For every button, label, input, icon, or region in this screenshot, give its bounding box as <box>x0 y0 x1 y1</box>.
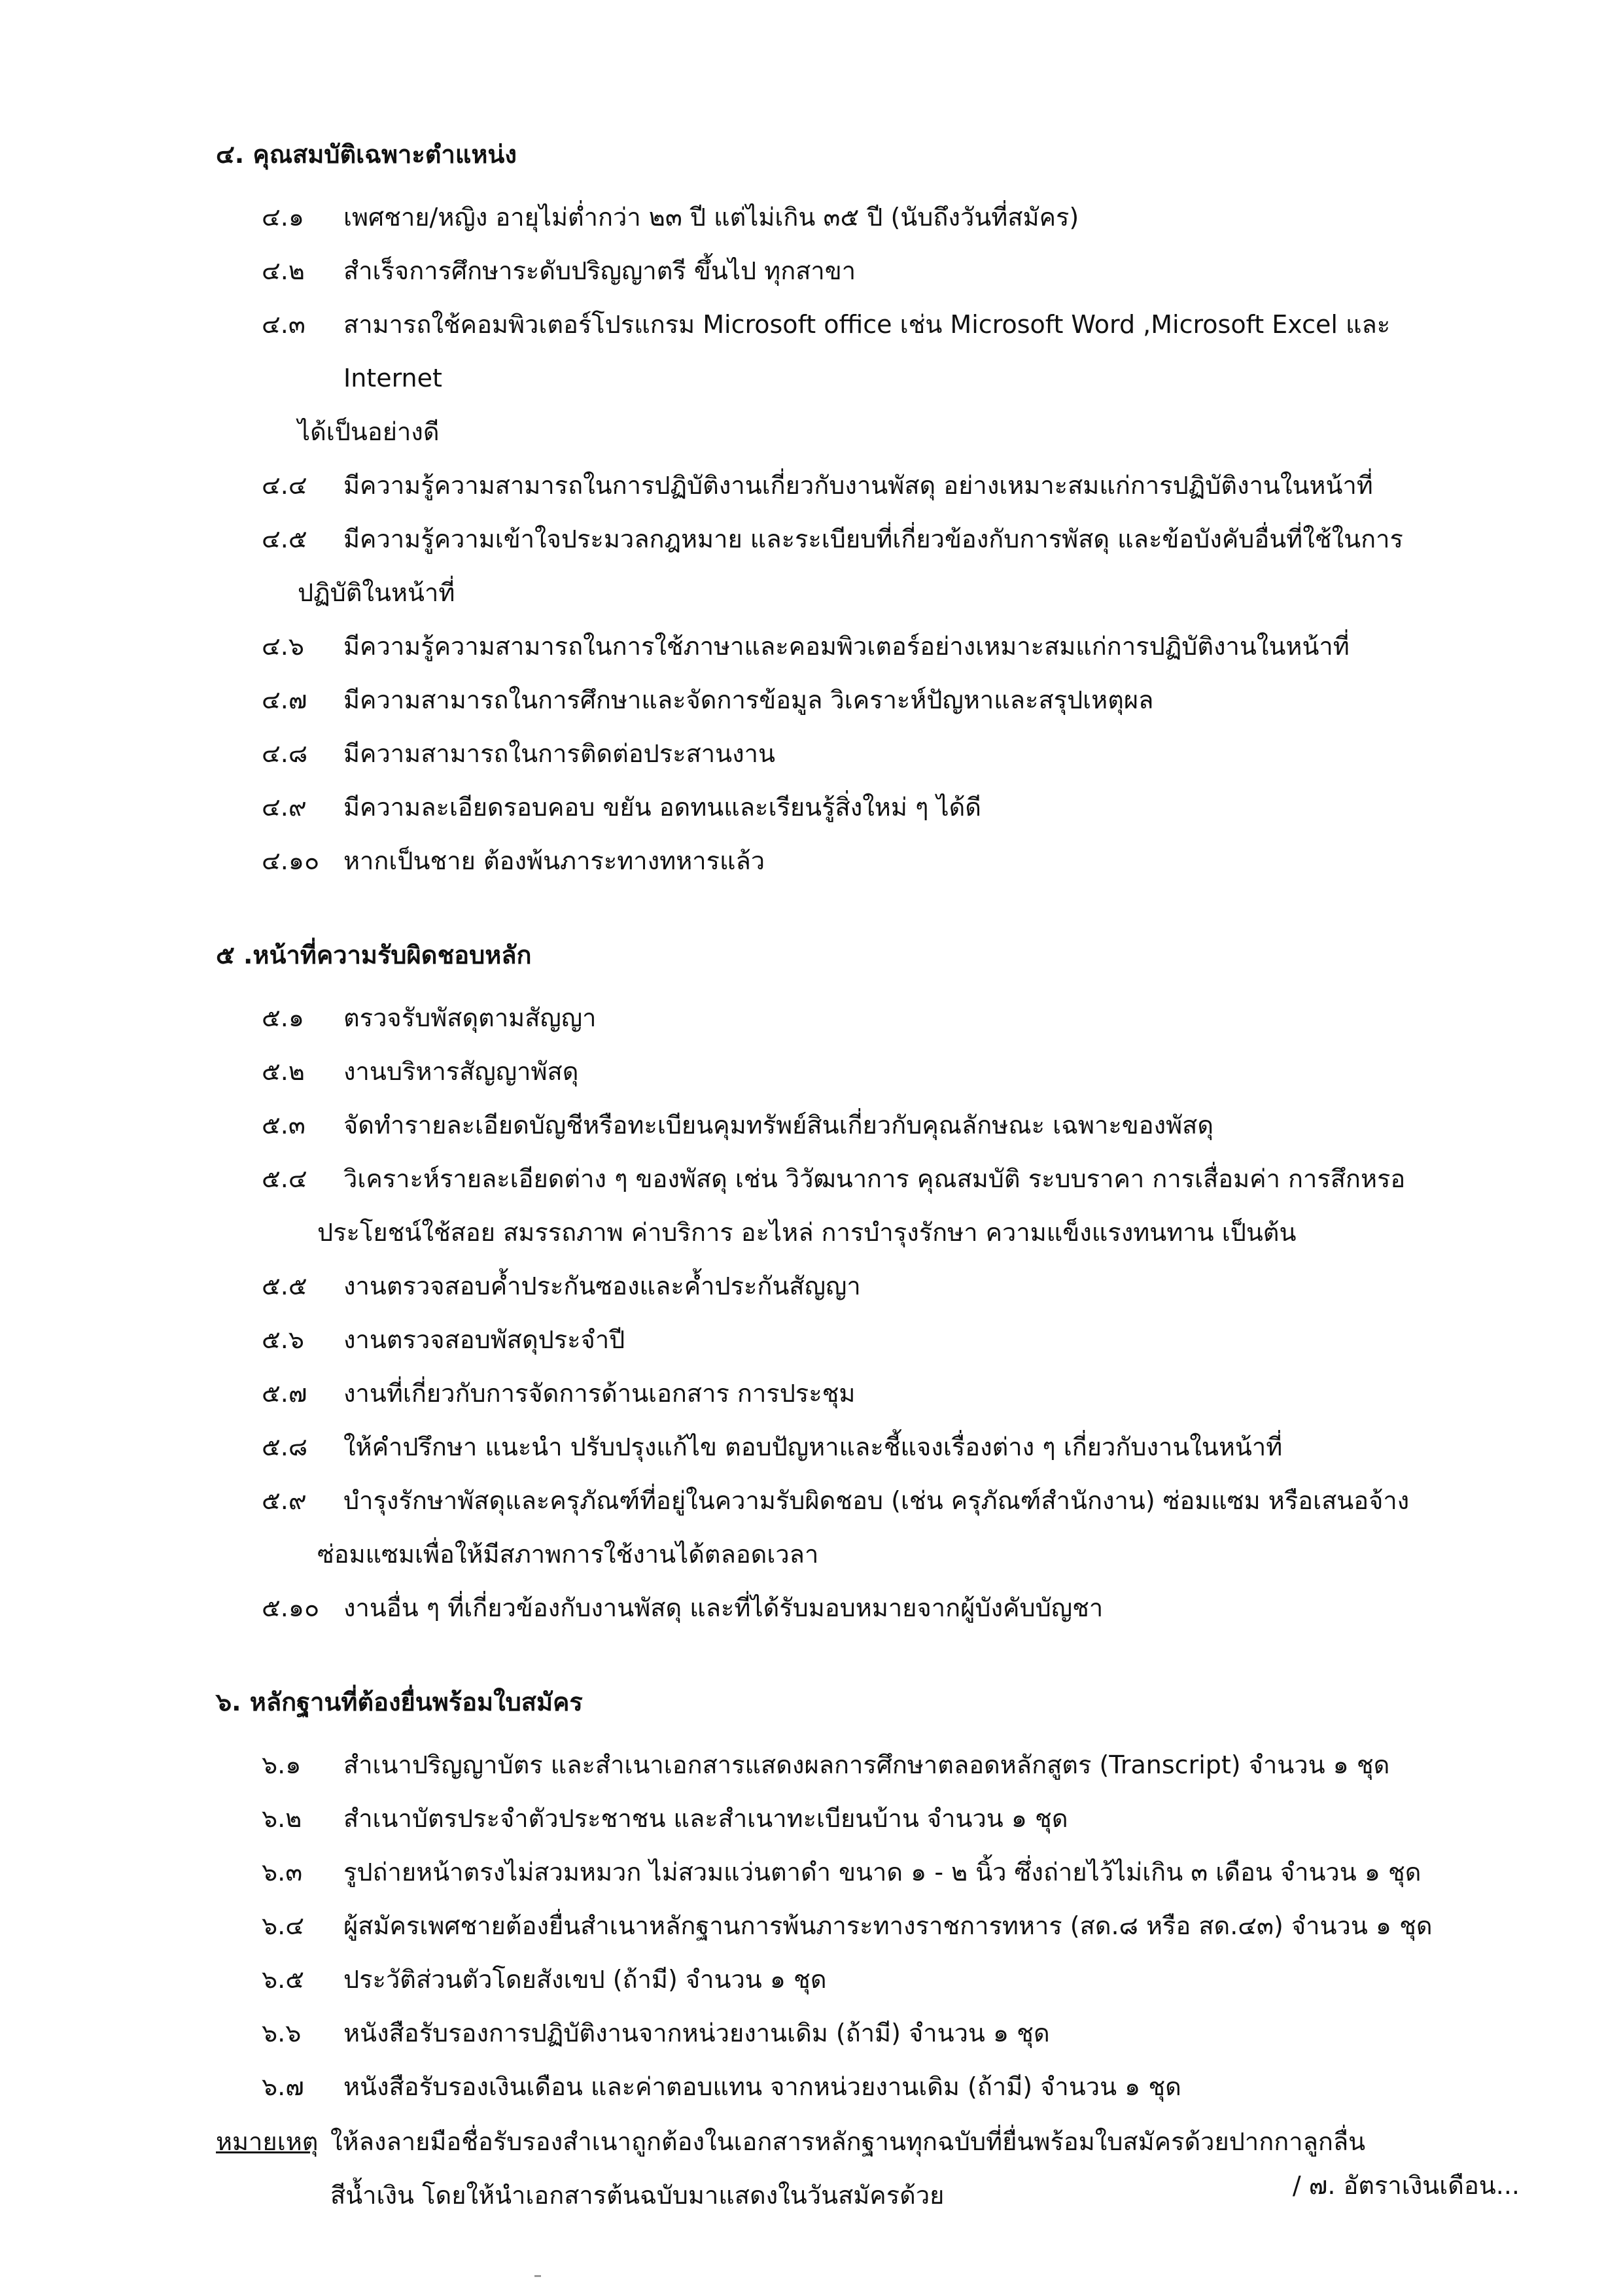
list-item <box>216 991 1473 1045</box>
note <box>216 2115 1473 2222</box>
list-item <box>216 1313 1473 1366</box>
item-number: ๖.๒ <box>262 1804 302 1833</box>
list-item <box>216 1259 1473 1313</box>
list-item <box>216 190 1473 244</box>
list-item <box>216 780 1473 834</box>
item-number: ๕.๑๐ <box>262 1593 320 1622</box>
item-text: มีความรู้ความสามารถในการปฏิบัติงานเกี่ยวกับงานพัสดุ อย่างเหมาะสมแก่การปฏิบัติงานในหน้าที่ <box>343 471 1373 500</box>
list-item <box>216 244 1473 298</box>
item-line: มีความรู้ความเข้าใจประมวลกฎหมาย และระเบียบที่เกี่ยวข้องกับการพัสดุ และข้อบังคับอื่นที่ใช้ในการ <box>343 525 1403 553</box>
list-item <box>216 727 1473 780</box>
item-number: ๔.๓ <box>262 310 305 339</box>
list-item <box>216 459 1473 512</box>
item-text: งานตรวจสอบค้ำประกันซองและค้ำประกันสัญญา <box>343 1272 861 1300</box>
note-continuation: สีน้ำเงิน โดยให้นำเอกสารต้นฉบับมาแสดงในวันสมัครด้วย <box>330 2181 945 2210</box>
item-continuation: ซ่อมแซมเพื่อให้มีสภาพการใช้งานได้ตลอดเวลา <box>317 1540 819 1569</box>
item-text <box>298 298 1473 459</box>
item-number: ๕.๗ <box>262 1379 307 1408</box>
item-number: ๖.๑ <box>262 1750 302 1779</box>
item-continuation: ได้เป็นอย่างดี <box>298 417 440 446</box>
item-line: วิเคราะห์รายละเอียดต่าง ๆ ของพัสดุ เช่น วิวัฒนาการ คุณสมบัติ ระบบราคา การเสื่อมค่า การสึกหรอ <box>343 1164 1406 1193</box>
list-item <box>216 1792 1473 1845</box>
list-item <box>216 673 1473 727</box>
item-number: ๕.๙ <box>262 1486 307 1515</box>
item-number: ๔.๘ <box>262 739 308 768</box>
item-number: ๔.๔ <box>262 471 307 500</box>
item-text: งานบริหารสัญญาพัสดุ <box>343 1057 579 1086</box>
list-item <box>216 1581 1473 1635</box>
item-number: ๖.๕ <box>262 1965 304 1994</box>
list-item <box>216 1845 1473 1899</box>
item-number: ๕.๓ <box>262 1111 305 1139</box>
item-line: บำรุงรักษาพัสดุและครุภัณฑ์ที่อยู่ในความรับผิดชอบ (เช่น ครุภัณฑ์สำนักงาน) ซ่อมแซม หรือเสนอจ้าง <box>343 1486 1410 1515</box>
list-item <box>216 834 1473 888</box>
list-item <box>216 2006 1473 2060</box>
section-responsibilities <box>216 928 1473 1635</box>
item-text: สำเนาปริญญาบัตร และสำเนาเอกสารแสดงผลการศึกษาตลอดหลักสูตร (Transcript) จำนวน ๑ ชุด <box>343 1750 1390 1779</box>
list-item <box>216 619 1473 673</box>
item-text: มีความสามารถในการติดต่อประสานงาน <box>343 739 775 768</box>
item-number: ๖.๓ <box>262 1858 303 1887</box>
item-number: ๖.๗ <box>262 2072 304 2101</box>
section-title: ๕ .หน้าที่ความรับผิดชอบหลัก <box>216 941 532 969</box>
item-text: ตรวจรับพัสดุตามสัญญา <box>343 1003 597 1032</box>
item-number: ๕.๑ <box>262 1003 304 1032</box>
section-documents <box>216 1675 1473 2222</box>
item-number: ๕.๕ <box>262 1272 307 1300</box>
scan-mark <box>534 2275 541 2277</box>
item-text <box>298 512 1473 619</box>
item-text: หากเป็นชาย ต้องพ้นภาระทางทหารแล้ว <box>343 846 765 875</box>
item-text: มีความสามารถในการศึกษาและจัดการข้อมูล วิเคราะห์ปัญหาและสรุปเหตุผล <box>343 686 1154 714</box>
item-text: จัดทำรายละเอียดบัญชีหรือทะเบียนคุมทรัพย์สินเกี่ยวกับคุณลักษณะ เฉพาะของพัสดุ <box>343 1111 1214 1139</box>
item-number: ๕.๔ <box>262 1164 307 1193</box>
item-text: เพศชาย/หญิง อายุไม่ต่ำกว่า ๒๓ ปี แต่ไม่เกิน ๓๕ ปี (นับถึงวันที่สมัคร) <box>343 203 1079 232</box>
item-text: ให้คำปรึกษา แนะนำ ปรับปรุงแก้ไข ตอบปัญหาและชี้แจงเรื่องต่าง ๆ เกี่ยวกับงานในหน้าที่ <box>343 1433 1283 1461</box>
item-text: งานอื่น ๆ ที่เกี่ยวข้องกับงานพัสดุ และที่ได้รับมอบหมายจากผู้บังคับบัญชา <box>343 1593 1104 1622</box>
item-text: ผู้สมัครเพศชายต้องยื่นสำเนาหลักฐานการพ้นภาระทางราชการทหาร (สด.๘ หรือ สด.๔๓) จำนวน ๑ ชุด <box>343 1911 1433 1940</box>
item-number: ๔.๒ <box>262 256 305 285</box>
item-text: หนังสือรับรองการปฏิบัติงานจากหน่วยงานเดิม (ถ้ามี) จำนวน ๑ ชุด <box>343 2019 1050 2047</box>
item-number: ๖.๔ <box>262 1911 304 1940</box>
item-continuation: ปฏิบัติในหน้าที่ <box>298 578 455 607</box>
section-title: ๖. หลักฐานที่ต้องยื่นพร้อมใบสมัคร <box>216 1688 583 1716</box>
item-number: ๖.๖ <box>262 2019 302 2047</box>
list-item <box>216 1953 1473 2006</box>
next-page-continuation: / ๗. อัตราเงินเดือน... <box>1292 2171 1520 2200</box>
item-text: หนังสือรับรองเงินเดือน และค่าตอบแทน จากหน่วยงานเดิม (ถ้ามี) จำนวน ๑ ชุด <box>343 2072 1181 2101</box>
item-number: ๔.๑ <box>262 203 304 232</box>
section-qualifications <box>216 128 1473 888</box>
section-title: ๔. คุณสมบัติเฉพาะตำแหน่ง <box>216 140 517 169</box>
item-text: มีความรู้ความสามารถในการใช้ภาษาและคอมพิวเตอร์อย่างเหมาะสมแก่การปฏิบัติงานในหน้าที่ <box>343 632 1350 661</box>
note-line: ให้ลงลายมือชื่อรับรองสำเนาถูกต้องในเอกสารหลักฐานทุกฉบับที่ยื่นพร้อมใบสมัครด้วยปากกาลูกลื่น <box>330 2127 1366 2156</box>
item-text: มีความละเอียดรอบคอบ ขยัน อดทนและเรียนรู้สิ่งใหม่ ๆ ได้ดี <box>343 793 981 822</box>
item-number: ๕.๒ <box>262 1057 305 1086</box>
list-item <box>216 512 1473 619</box>
list-item <box>216 1899 1473 1953</box>
list-item <box>216 298 1473 459</box>
list-item <box>216 1474 1473 1581</box>
item-text <box>317 1474 1473 1581</box>
list-item <box>216 1420 1473 1474</box>
item-number: ๔.๗ <box>262 686 307 714</box>
item-text: สำเร็จการศึกษาระดับปริญญาตรี ขึ้นไป ทุกสาขา <box>343 256 856 285</box>
list-item <box>216 1045 1473 1098</box>
item-number: ๔.๕ <box>262 525 307 553</box>
item-text <box>317 1152 1473 1259</box>
item-text: รูปถ่ายหน้าตรงไม่สวมหมวก ไม่สวมแว่นตาดำ ขนาด ๑ - ๒ นิ้ว ซึ่งถ่ายไว้ไม่เกิน ๓ เดือน จำนวน ๑ ชุด <box>343 1858 1422 1887</box>
item-number: ๔.๙ <box>262 793 307 822</box>
note-label: หมายเหตุ <box>216 2127 319 2156</box>
list-item <box>216 1738 1473 1792</box>
list-item <box>216 2060 1473 2113</box>
item-number: ๕.๖ <box>262 1325 304 1354</box>
item-text: งานตรวจสอบพัสดุประจำปี <box>343 1325 625 1354</box>
list-item <box>216 1366 1473 1420</box>
item-text: สำเนาบัตรประจำตัวประชาชน และสำเนาทะเบียนบ้าน จำนวน ๑ ชุด <box>343 1804 1068 1833</box>
item-text: งานที่เกี่ยวกับการจัดการด้านเอกสาร การประชุม <box>343 1379 856 1408</box>
item-continuation: ประโยชน์ใช้สอย สมรรถภาพ ค่าบริการ อะไหล่ การบำรุงรักษา ความแข็งแรงทนทาน เป็นต้น <box>317 1218 1297 1247</box>
item-text: ประวัติส่วนตัวโดยสังเขป (ถ้ามี) จำนวน ๑ ชุด <box>343 1965 827 1994</box>
item-number: ๔.๖ <box>262 632 304 661</box>
list-item <box>216 1098 1473 1152</box>
item-line: สามารถใช้คอมพิวเตอร์โปรแกรม Microsoft office เช่น Microsoft Word ,Microsoft Excel และ Internet <box>343 310 1391 392</box>
item-number: ๔.๑๐ <box>262 846 320 875</box>
item-number: ๕.๘ <box>262 1433 308 1461</box>
list-item <box>216 1152 1473 1259</box>
